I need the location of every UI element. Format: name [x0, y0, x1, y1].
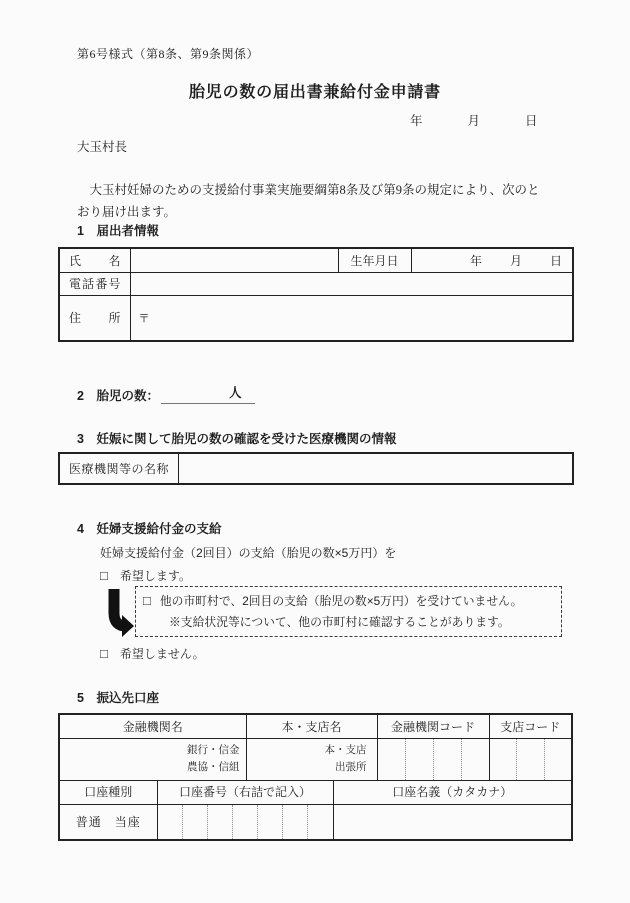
form-number: 第6号様式（第8条、第9条関係） — [77, 47, 260, 61]
bank-name-header: 金融機関名 — [59, 714, 246, 738]
branch-code-digit-box[interactable] — [516, 739, 544, 780]
phone-label: 電話番号 — [59, 272, 130, 295]
address-label: 住所 — [59, 295, 130, 341]
branch-code-field[interactable] — [489, 738, 572, 780]
account-number-digit-box[interactable] — [307, 805, 332, 839]
account-number-digit-box[interactable] — [207, 805, 232, 839]
option-no-other-payment[interactable] — [143, 592, 557, 609]
fetus-count-line — [77, 383, 255, 404]
date-year-label: 年 — [410, 114, 423, 128]
date-day-label: 日 — [525, 114, 538, 128]
bank-code-field[interactable] — [377, 738, 489, 780]
no-other-payment-label: 他の市町村で、2回目の支給（胎児の数×5万円）を受けていません。 — [159, 594, 523, 608]
account-number-header: 口座番号（右詰で記入） — [157, 780, 333, 804]
name-label: 氏名 — [59, 248, 130, 272]
down-right-arrow-icon — [107, 589, 134, 637]
option-yes-label: 希望します。 — [119, 569, 191, 583]
section-3-heading: 3 妊娠に関して胎児の数の確認を受けた医療機関の情報 — [77, 432, 397, 446]
account-number-digit-box[interactable] — [232, 805, 257, 839]
section-4-heading: 4 妊婦支援給付金の支給 — [77, 522, 222, 536]
bank-code-digit-box[interactable] — [405, 739, 433, 780]
fetus-count-blank[interactable] — [161, 391, 229, 401]
bank-code-digit-boxes — [378, 739, 489, 780]
page-title: 胎児の数の届出書兼給付金申請書 — [188, 84, 441, 101]
account-number-digit-box[interactable] — [257, 805, 282, 839]
account-number-digit-box[interactable] — [182, 805, 207, 839]
intro-line-1: 大玉村妊婦のための支援給付事業実施要綱第8条及び第9条の規定により、次のと — [77, 183, 540, 197]
section-1-heading: 1 届出者情報 — [77, 224, 159, 238]
intro-line-2: おり届け出ます。 — [77, 205, 177, 219]
date-month-label: 月 — [467, 114, 481, 128]
fetus-count-unit: 人 — [228, 386, 242, 400]
birth-year-label: 年 — [469, 253, 482, 268]
branch-type-1: 本・支店 — [324, 744, 367, 756]
branch-code-digit-box[interactable] — [490, 739, 517, 780]
grant-lead-text: 妊婦支援給付金（2回目）の支給（胎児の数×5万円）を — [100, 546, 397, 560]
no-other-payment-box — [135, 586, 562, 637]
branch-type-2: 出張所 — [335, 761, 367, 773]
section-5-heading: 5 振込先口座 — [77, 691, 159, 705]
bank-type-2: 農協・信組 — [187, 761, 240, 773]
bank-code-digit-box[interactable] — [378, 739, 405, 780]
intro-paragraph — [77, 179, 540, 223]
branch-name-header: 本・支店名 — [246, 714, 377, 738]
option-no-label: 希望しません。 — [119, 647, 205, 661]
checkbox-icon[interactable]: □ — [143, 593, 151, 608]
bank-type-1: 銀行・信金 — [187, 744, 240, 756]
medical-name-label: 医療機関等の名称 — [59, 453, 178, 484]
address-field[interactable] — [130, 295, 573, 341]
account-type-options[interactable]: 普通 当座 — [59, 804, 157, 840]
option-wish-no[interactable] — [100, 645, 205, 662]
application-date-field[interactable] — [410, 111, 538, 129]
postal-mark: 〒 — [138, 312, 150, 325]
bank-account-table-top — [58, 713, 573, 781]
fetus-count-underline — [161, 383, 256, 404]
name-field[interactable] — [130, 248, 338, 272]
bank-name-field[interactable] — [59, 738, 246, 780]
birthdate-field[interactable] — [411, 248, 573, 272]
checkbox-icon[interactable]: □ — [100, 568, 108, 583]
confirmation-note: ※支給状況等について、他の市町村に確認することがあります。 — [169, 615, 510, 629]
account-name-header: 口座名義（カタカナ） — [333, 780, 572, 804]
medical-name-field[interactable] — [178, 453, 573, 484]
bank-type-labels — [60, 742, 246, 776]
account-number-digit-box[interactable] — [158, 805, 182, 839]
branch-type-labels — [247, 742, 377, 776]
birthdate-label: 生年月日 — [338, 248, 411, 272]
bank-code-digit-box[interactable] — [433, 739, 461, 780]
bank-code-digit-box[interactable] — [461, 739, 489, 780]
branch-code-digit-boxes — [490, 739, 572, 780]
account-number-field[interactable] — [157, 804, 333, 840]
fetus-count-label: 2 胎児の数： — [77, 389, 159, 403]
bank-account-table-bottom — [58, 780, 573, 841]
medical-institution-table — [58, 452, 574, 485]
addressee-label: 大玉村長 — [77, 140, 128, 154]
bank-code-header: 金融機関コード — [377, 714, 489, 738]
applicant-info-table — [58, 247, 574, 342]
account-type-header: 口座種別 — [59, 780, 157, 804]
branch-name-field[interactable] — [246, 738, 377, 780]
birth-day-label: 日 — [549, 253, 562, 268]
birth-month-label: 月 — [509, 253, 522, 268]
branch-code-digit-box[interactable] — [544, 739, 572, 780]
checkbox-icon[interactable]: □ — [100, 646, 108, 661]
branch-code-header: 支店コード — [489, 714, 572, 738]
account-number-digit-boxes — [158, 805, 333, 839]
account-name-field[interactable] — [333, 804, 572, 840]
option-wish-yes[interactable] — [100, 567, 191, 584]
phone-field[interactable] — [130, 272, 573, 295]
account-number-digit-box[interactable] — [282, 805, 307, 839]
